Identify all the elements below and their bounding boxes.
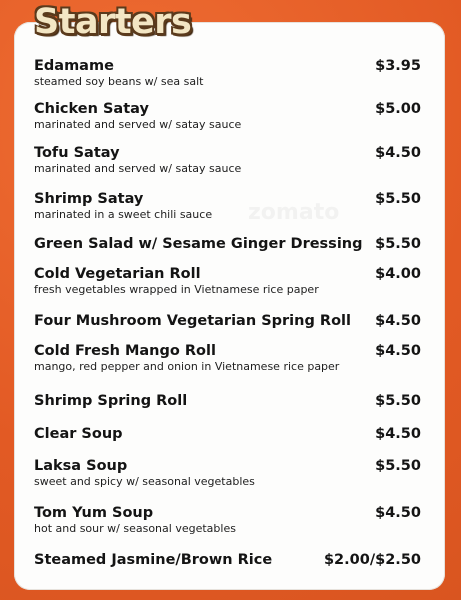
item-description: hot and sour w/ seasonal vegetables [34, 522, 236, 535]
item-name: Clear Soup [34, 426, 123, 442]
menu-item-laksa-soup [34, 457, 421, 489]
item-price: $5.50 [375, 236, 421, 252]
item-name: Cold Vegetarian Roll [34, 266, 201, 282]
menu-item-shrimp-spring-roll [34, 392, 421, 410]
item-price: $5.50 [375, 458, 421, 474]
menu-item-green-salad [34, 235, 421, 253]
item-price: $4.50 [375, 313, 421, 329]
item-name: Four Mushroom Vegetarian Spring Roll [34, 313, 351, 329]
item-price: $2.00/$2.50 [323, 552, 421, 568]
item-price: $4.50 [375, 145, 421, 161]
menu-item-steamed-rice [34, 551, 421, 569]
item-description: marinated in a sweet chili sauce [34, 208, 213, 221]
item-price: $4.50 [375, 343, 421, 359]
item-price: $4.50 [375, 505, 421, 521]
item-description: marinated and served w/ satay sauce [34, 162, 242, 175]
item-price: $5.50 [375, 393, 421, 409]
item-name: Green Salad w/ Sesame Ginger Dressing [34, 236, 363, 252]
menu-item-clear-soup [34, 425, 421, 443]
item-name: Laksa Soup [34, 458, 128, 474]
item-description: steamed soy beans w/ sea salt [34, 75, 204, 88]
watermark: zomato [248, 200, 340, 225]
item-description: mango, red pepper and onion in Vietnamese rice paper [34, 360, 340, 373]
menu-item-edamame [34, 57, 421, 89]
item-price: $5.00 [375, 101, 421, 117]
item-description: fresh vegetables wrapped in Vietnamese rice paper [34, 283, 319, 296]
item-name: Tom Yum Soup [34, 505, 154, 521]
item-price: $5.50 [375, 191, 421, 207]
item-name: Chicken Satay [34, 101, 149, 117]
menu-item-chicken-satay [34, 100, 421, 132]
menu-item-cold-vegetarian-roll [34, 265, 421, 297]
item-description: marinated and served w/ satay sauce [34, 118, 242, 131]
item-price: $4.00 [375, 266, 421, 282]
item-name: Shrimp Spring Roll [34, 393, 188, 409]
menu-item-shrimp-satay [34, 190, 421, 222]
item-price: $4.50 [375, 426, 421, 442]
item-description: sweet and spicy w/ seasonal vegetables [34, 475, 255, 488]
item-name: Cold Fresh Mango Roll [34, 343, 216, 359]
item-name: Shrimp Satay [34, 191, 144, 207]
item-name: Tofu Satay [34, 145, 120, 161]
menu-item-cold-fresh-mango-roll [34, 342, 421, 374]
menu-item-four-mushroom-spring-roll [34, 312, 421, 330]
item-price: $3.95 [375, 58, 421, 74]
item-name: Steamed Jasmine/Brown Rice [34, 552, 273, 568]
menu-item-tom-yum-soup [34, 504, 421, 536]
item-name: Edamame [34, 58, 114, 74]
menu-title: Starters [34, 2, 192, 42]
menu-item-tofu-satay [34, 144, 421, 176]
